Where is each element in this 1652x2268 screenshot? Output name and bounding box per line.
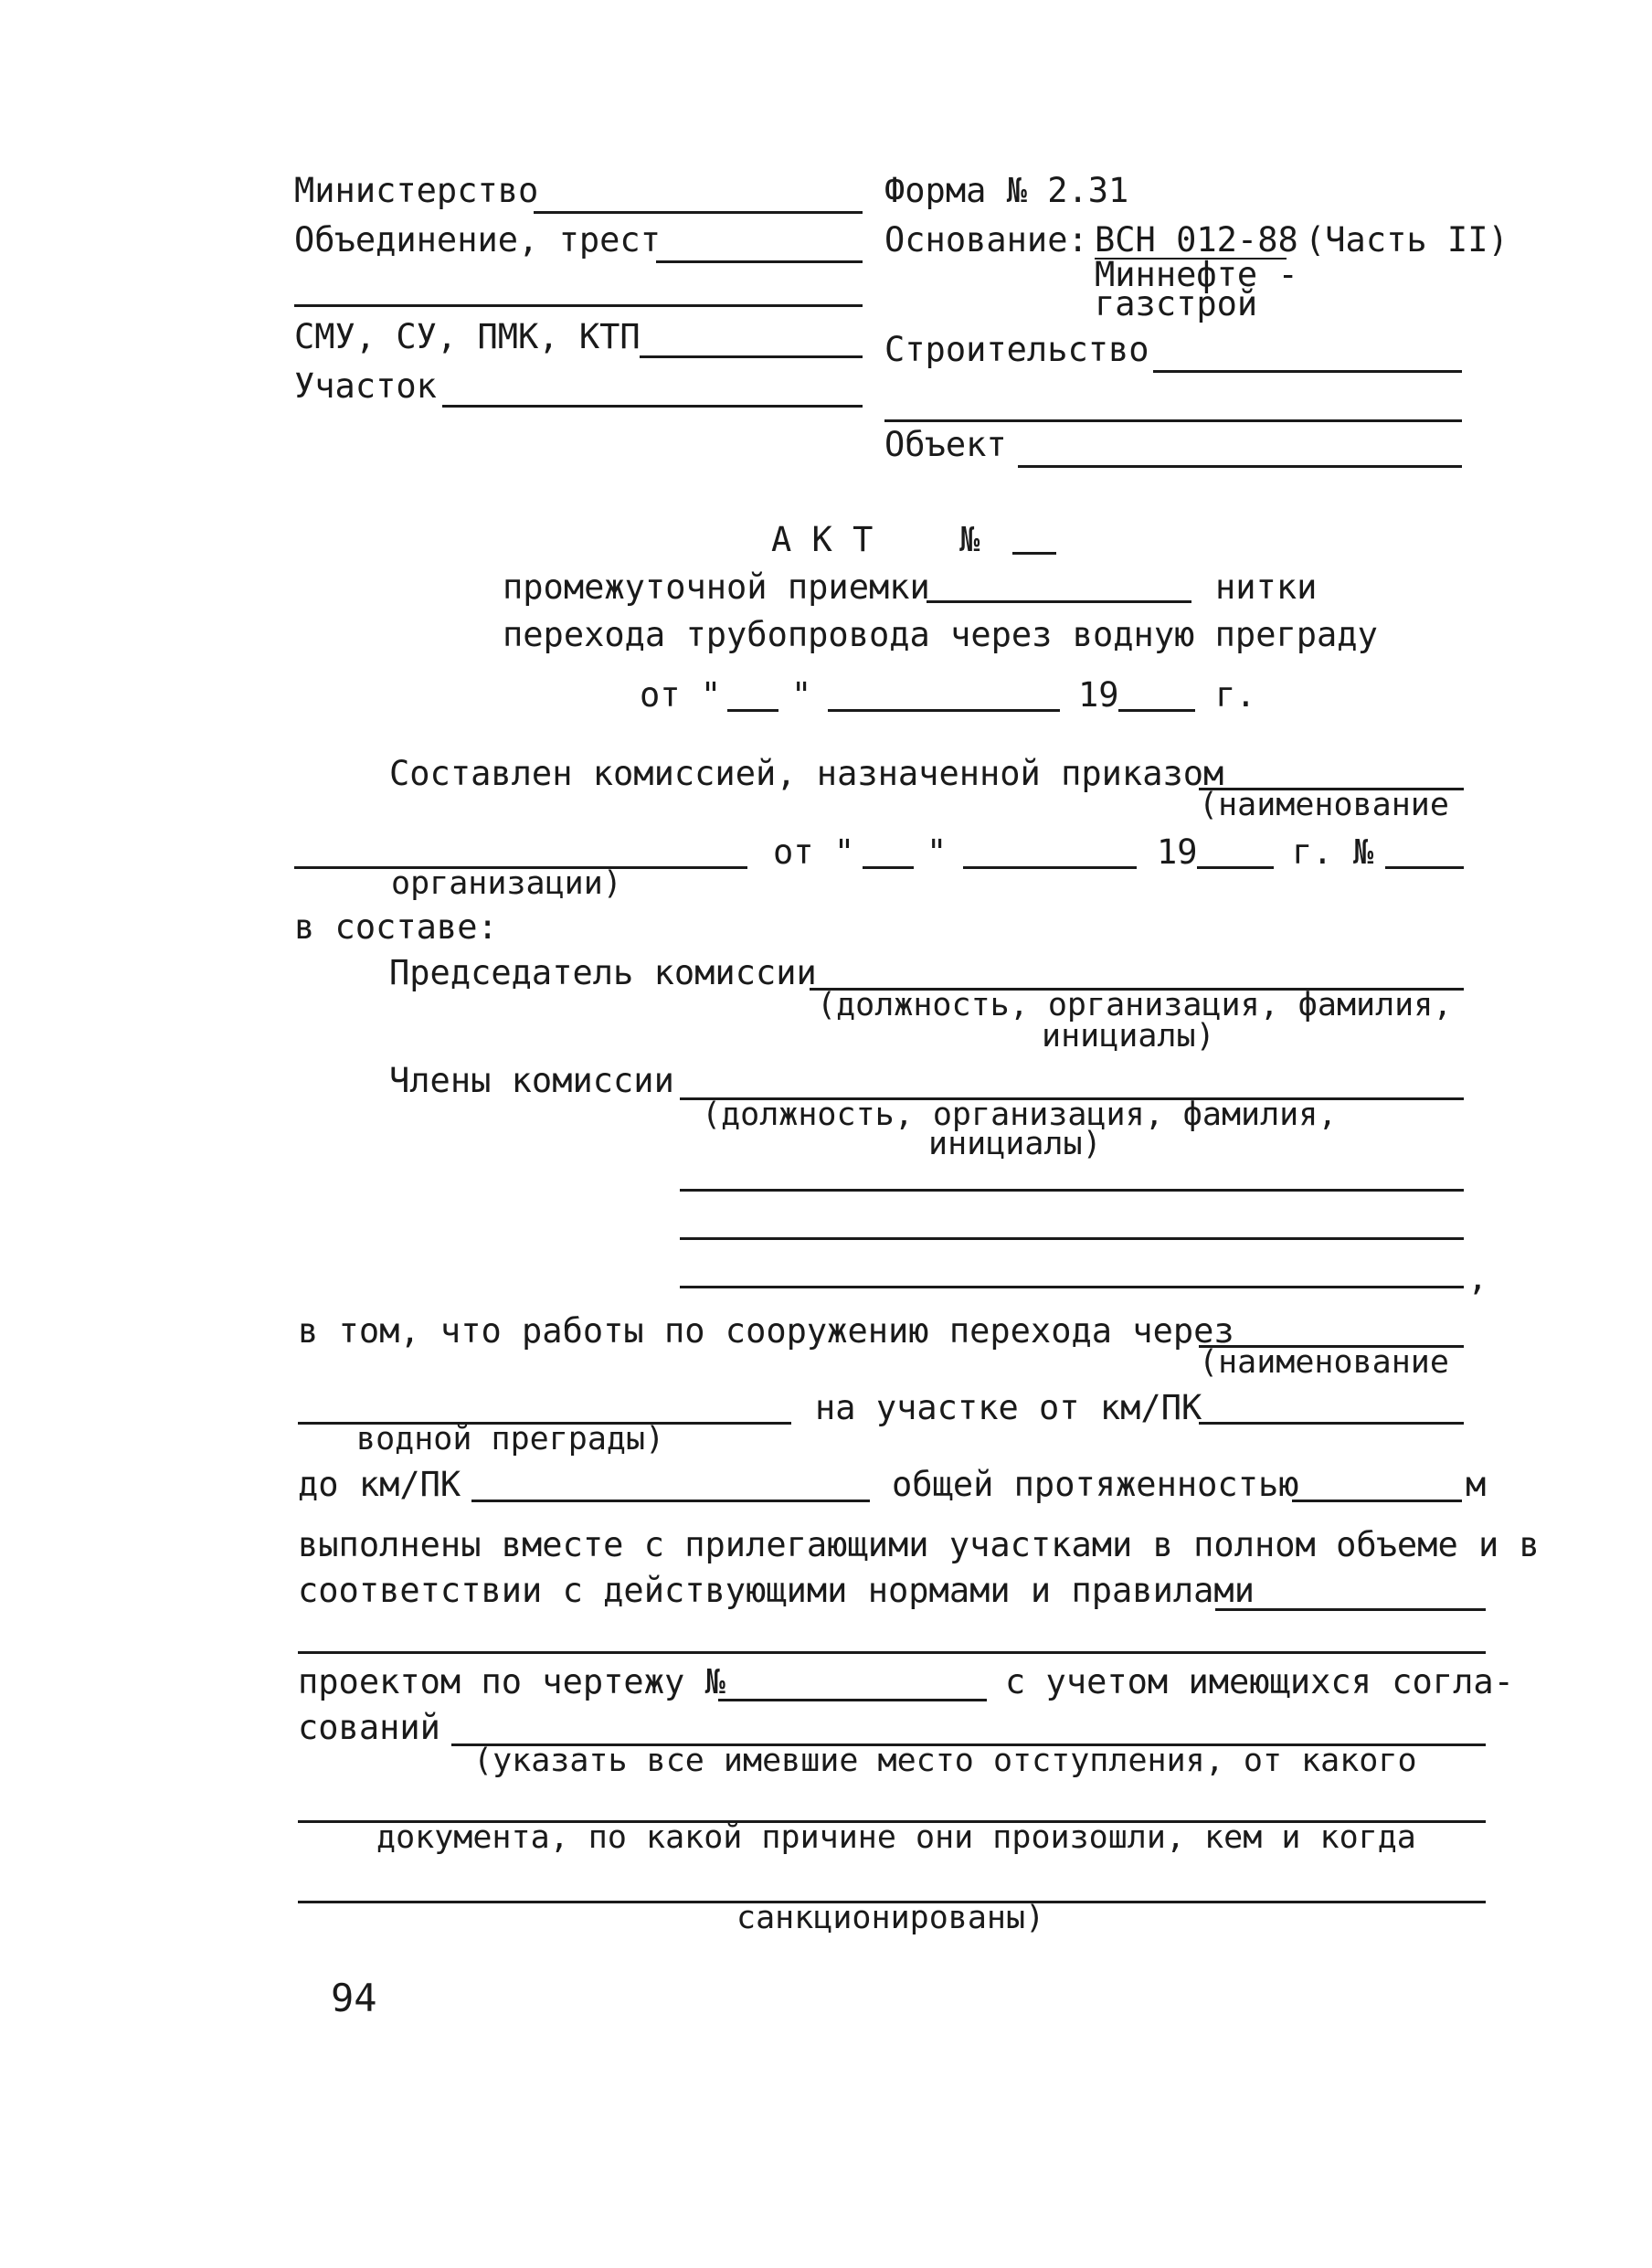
object-label: Объект: [884, 425, 1007, 464]
association-field[interactable]: [656, 260, 863, 263]
title-year-field[interactable]: [1118, 709, 1195, 712]
member-list-comma: ,: [1467, 1258, 1488, 1298]
project-label: проектом по чертежу №: [298, 1662, 725, 1701]
crossing-title: перехода трубопровода через водную преграду: [503, 615, 1378, 654]
order-day-field[interactable]: [863, 866, 914, 869]
members-label: Члены комиссии: [389, 1061, 674, 1100]
title-month-field[interactable]: [828, 709, 1060, 712]
object-field[interactable]: [1018, 465, 1462, 468]
title-date-quote: ": [791, 675, 812, 715]
thread-label: нитки: [1215, 567, 1318, 607]
construction-field-2[interactable]: [884, 419, 1462, 422]
order-year-field[interactable]: [1197, 866, 1274, 869]
page-number: 94: [331, 1976, 377, 2020]
order-year-prefix: 19: [1157, 832, 1198, 872]
done-line-1: выполнены вместе с прилегающими участками в полном объеме и в: [298, 1525, 1540, 1564]
caption-position-1: (должность, организация, фамилия,: [817, 987, 1453, 1023]
member-field-3[interactable]: [680, 1237, 1464, 1240]
basis-label: Основание:: [884, 220, 1088, 260]
caption-deviations-3: санкционированы): [736, 1900, 1045, 1936]
norms-field-2[interactable]: [298, 1651, 1486, 1654]
construction-field[interactable]: [1153, 370, 1462, 373]
drawing-number-field[interactable]: [718, 1699, 987, 1701]
order-month-field[interactable]: [963, 866, 1137, 869]
form-number: Форма № 2.31: [884, 171, 1129, 210]
intermediate-acceptance: промежуточной приемки: [503, 567, 930, 607]
composition-label: в составе:: [294, 907, 498, 947]
norms-field[interactable]: [1215, 1608, 1486, 1611]
act-number-field[interactable]: [1012, 552, 1056, 555]
unit-label: СМУ, СУ, ПМК, КТП: [294, 317, 641, 356]
order-number-field[interactable]: [1385, 866, 1464, 869]
composed-by-label: Составлен комиссией, назначенной приказом: [389, 754, 1224, 793]
basis-ministry-1: Миннефте -: [1095, 255, 1298, 294]
order-from: от ": [773, 832, 855, 872]
works-text: в том, что работы по сооружению перехода через: [298, 1311, 1234, 1351]
title-year-suffix: г.: [1215, 675, 1256, 715]
ministry-field[interactable]: [534, 211, 863, 214]
act-title: А К Т: [771, 520, 874, 559]
construction-label: Строительство: [884, 330, 1149, 369]
caption-position-2: (должность, организация, фамилия,: [702, 1097, 1338, 1133]
title-day-field[interactable]: [727, 709, 778, 712]
basis-document: ВСН 012-88: [1095, 220, 1298, 260]
to-km-label: до км/ПК: [298, 1465, 461, 1504]
association-field-2[interactable]: [294, 304, 863, 307]
caption-name-2: (наименование: [1199, 1344, 1449, 1381]
caption-organization: организации): [391, 865, 622, 902]
agreements-label: сований: [298, 1708, 440, 1747]
caption-initials-1: инициалы): [1042, 1018, 1215, 1055]
order-quote: ": [927, 832, 948, 872]
act-number-sign: №: [959, 520, 980, 559]
section-field[interactable]: [442, 405, 863, 408]
section-label: Участок: [294, 366, 437, 406]
caption-water-barrier: водной преграды): [356, 1421, 665, 1457]
with-account-label: с учетом имеющихся согла-: [1005, 1662, 1514, 1701]
total-length-field[interactable]: [1292, 1500, 1462, 1502]
title-date-from: от ": [640, 675, 722, 715]
basis-part: (Часть II): [1305, 220, 1509, 260]
caption-name: (наименование: [1199, 787, 1449, 823]
member-field-4[interactable]: [680, 1286, 1464, 1288]
title-year-prefix: 19: [1078, 675, 1119, 715]
section-from-label: на участке от км/ПК: [815, 1388, 1202, 1427]
thread-field[interactable]: [927, 600, 1191, 603]
to-km-field[interactable]: [471, 1500, 870, 1502]
done-line-2: соответствии с действующими нормами и правилами: [298, 1571, 1255, 1610]
total-length-label: общей протяженностью: [892, 1465, 1299, 1504]
unit-meters: м: [1466, 1465, 1487, 1504]
section-from-field[interactable]: [1199, 1422, 1464, 1425]
ministry-label: Министерство: [294, 171, 539, 210]
member-field-2[interactable]: [680, 1189, 1464, 1192]
association-label: Объединение, трест: [294, 220, 661, 260]
order-year-no: г. №: [1292, 832, 1374, 872]
caption-deviations-2: документа, по какой причине они произошли, кем и когда: [376, 1819, 1416, 1856]
unit-field[interactable]: [640, 355, 863, 358]
caption-deviations-1: (указать все имевшие место отступления, от какого: [473, 1743, 1417, 1779]
caption-initials-2: инициалы): [928, 1126, 1102, 1162]
basis-ministry-2: газстрой: [1095, 284, 1258, 323]
chairman-label: Председатель комиссии: [389, 953, 817, 992]
